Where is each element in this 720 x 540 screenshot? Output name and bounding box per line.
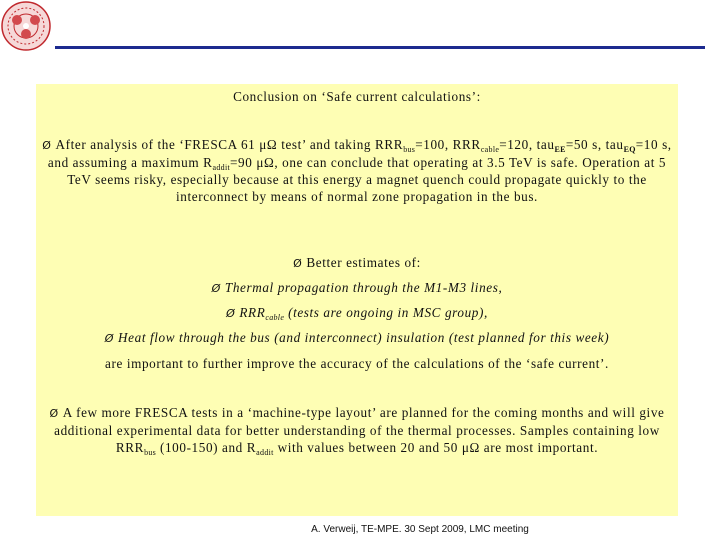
bullet-arrow-icon: Ø bbox=[211, 282, 221, 295]
estimate-item-rrr: Ø $RRR_{cable}$ (tests are ongoing in MSC group), bbox=[226, 305, 488, 322]
paragraph-fresca-tests: Ø A few more FRESCA tests in a ‘machine-type layout’ are planned for the coming months and will give additional experimental data for better understanding of the thermal processes. Samples containing low $RRR_{bus}$ (100-150) and $R_{addit}$ with values between 20 and 50 μΩ are most important. bbox=[49, 405, 665, 457]
footer-citation: A. Verweij, TE-MPE. 30 Sept 2009, LMC meeting bbox=[311, 524, 529, 535]
paragraph-analysis: Ø After analysis of the ‘FRESCA 61 μΩ test’ and taking $RRR_{bus}=100$, $RRR_{cable}=120$, tau$_{EE}$=50 s, tau$_{EQ}$=10 s, and assuming a maximum $R_{addit}=90$ μΩ, one can conclude that operating at 3.5 TeV is safe. Operation at 5 TeV seems risky, especially because at this energy a magnet quench could propagate quickly to the interconnect by means of normal zone propagation in the bus. bbox=[42, 137, 672, 204]
header-rule bbox=[55, 46, 705, 49]
bullet-arrow-icon: Ø bbox=[104, 332, 115, 345]
bullet-arrow-icon: Ø bbox=[293, 257, 303, 270]
bullet-arrow-icon: Ø bbox=[49, 407, 59, 420]
conclusion-panel bbox=[36, 84, 678, 516]
slide-heading: Conclusion on ‘Safe current calculations’: bbox=[233, 89, 481, 104]
estimate-item-heat-flow: Ø Heat flow through the bus (and interconnect) insulation (test planned for this week) bbox=[104, 330, 610, 345]
cern-lhc-logo bbox=[0, 0, 52, 52]
better-estimates-heading: Ø Better estimates of: bbox=[293, 255, 421, 270]
bullet-arrow-icon: Ø bbox=[226, 307, 236, 320]
estimate-item-thermal: Ø Thermal propagation through the M1-M3 lines, bbox=[211, 280, 503, 295]
important-sentence: are important to further improve the accuracy of the calculations of the ‘safe current’. bbox=[105, 356, 609, 371]
bullet-arrow-icon: Ø bbox=[42, 139, 52, 152]
